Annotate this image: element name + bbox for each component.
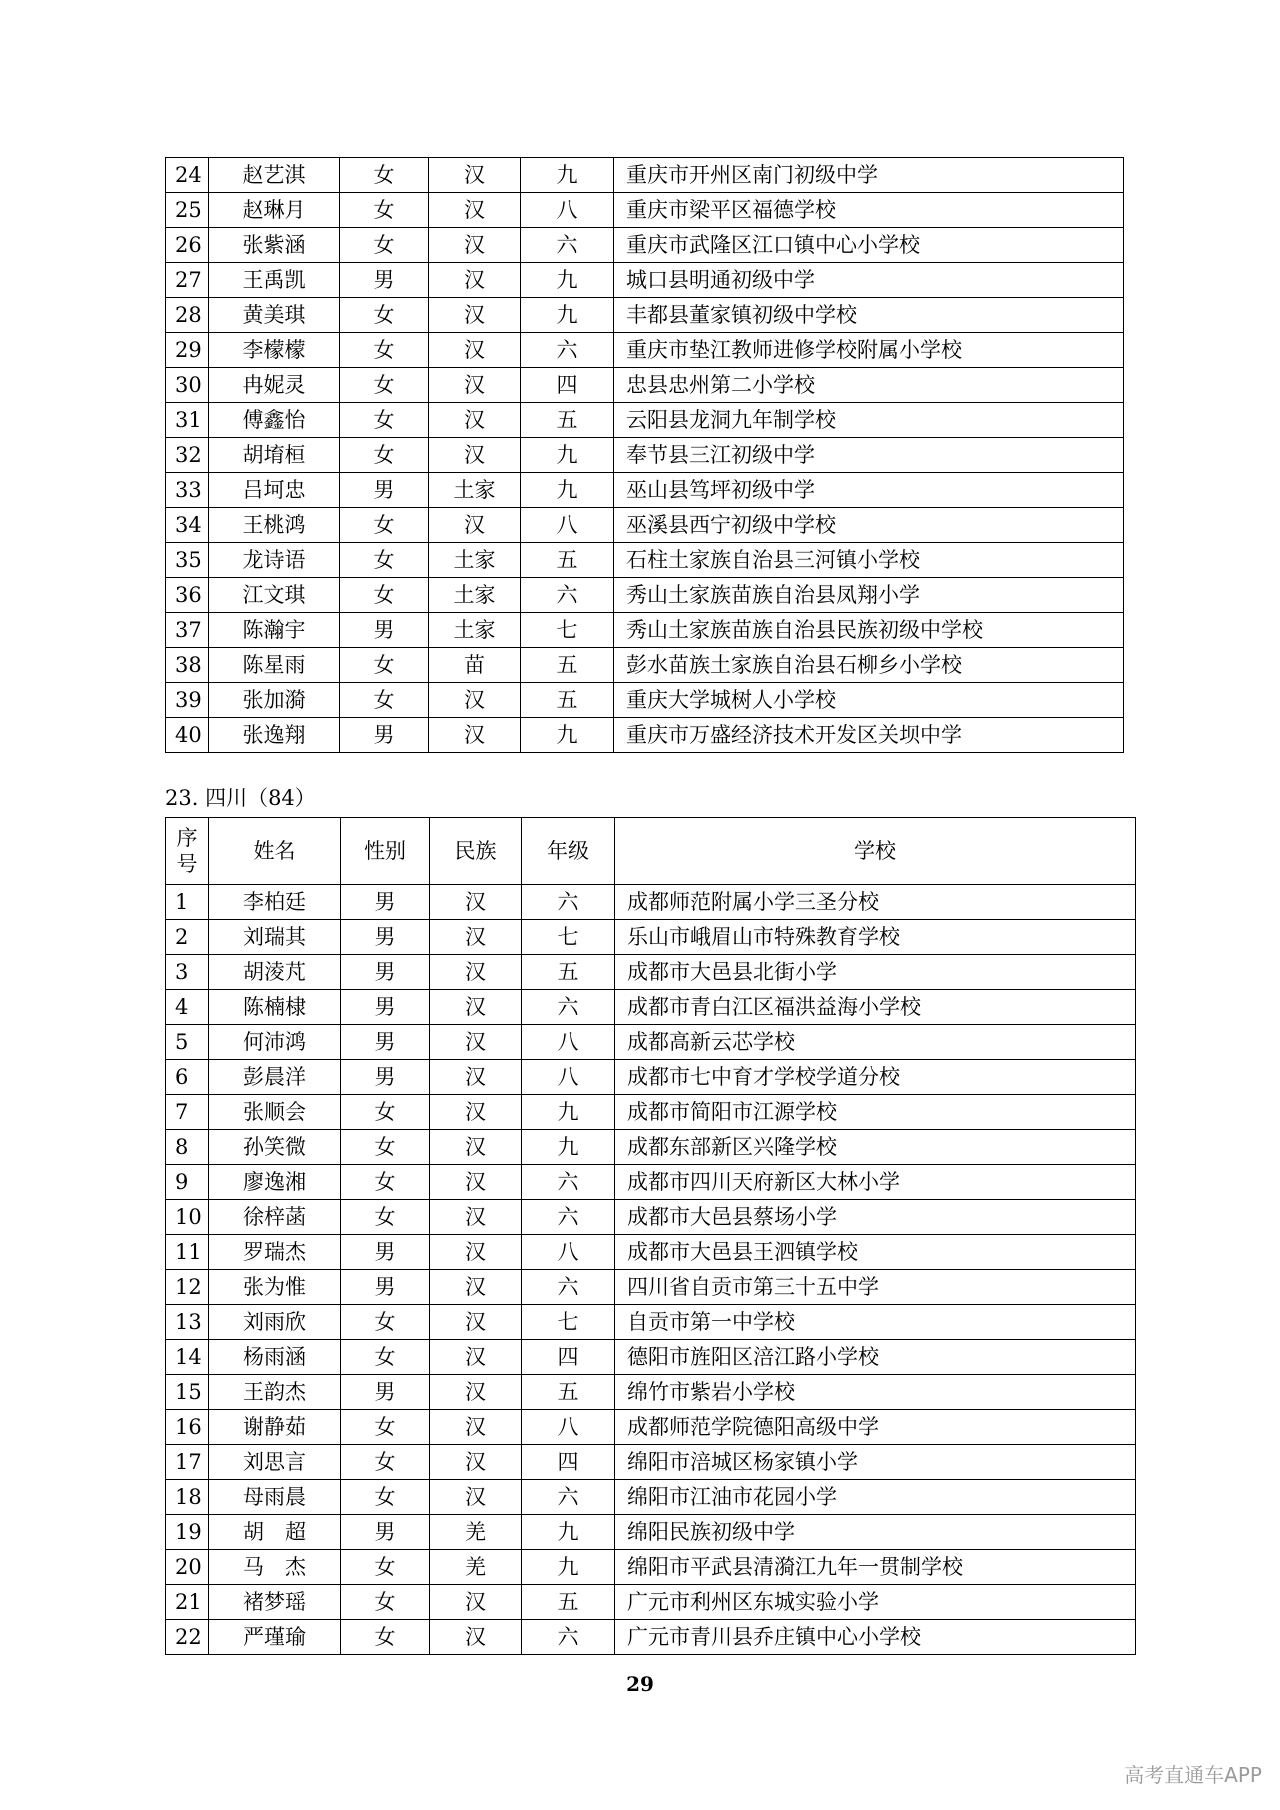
table-row bbox=[166, 158, 1124, 193]
cell-name: 张紫涵 bbox=[209, 228, 340, 263]
table-row bbox=[166, 990, 1136, 1025]
cell-name: 刘思言 bbox=[209, 1445, 341, 1480]
cell-grade: 五 bbox=[522, 1375, 615, 1410]
cell-gender: 女 bbox=[341, 1130, 430, 1165]
cell-ethnicity: 汉 bbox=[429, 333, 521, 368]
cell-no: 6 bbox=[166, 1060, 209, 1095]
cell-name: 徐梓菡 bbox=[209, 1200, 341, 1235]
cell-no: 33 bbox=[166, 473, 209, 508]
cell-no: 29 bbox=[166, 333, 209, 368]
cell-ethnicity: 汉 bbox=[429, 193, 521, 228]
table-row bbox=[166, 228, 1124, 263]
cell-gender: 女 bbox=[341, 1480, 430, 1515]
cell-grade: 九 bbox=[521, 718, 614, 753]
header-ethnicity: 民族 bbox=[430, 818, 522, 885]
table-row bbox=[166, 920, 1136, 955]
cell-gender: 女 bbox=[340, 298, 429, 333]
cell-name: 王韵杰 bbox=[209, 1375, 341, 1410]
cell-no: 19 bbox=[166, 1515, 209, 1550]
table-row bbox=[166, 1130, 1136, 1165]
cell-name: 龙诗语 bbox=[209, 543, 340, 578]
cell-name: 赵艺淇 bbox=[209, 158, 340, 193]
cell-ethnicity: 汉 bbox=[430, 1445, 522, 1480]
cell-gender: 男 bbox=[341, 1270, 430, 1305]
cell-no: 34 bbox=[166, 508, 209, 543]
section-title: 23. 四川（84） bbox=[165, 786, 316, 810]
cell-ethnicity: 汉 bbox=[429, 298, 521, 333]
cell-ethnicity: 汉 bbox=[429, 438, 521, 473]
cell-ethnicity: 土家 bbox=[429, 473, 521, 508]
student-table-continued bbox=[165, 157, 1124, 753]
cell-grade: 五 bbox=[521, 683, 614, 718]
cell-ethnicity: 汉 bbox=[430, 1130, 522, 1165]
cell-grade: 五 bbox=[521, 648, 614, 683]
cell-grade: 六 bbox=[522, 990, 615, 1025]
cell-school: 绵阳市平武县清漪江九年一贯制学校 bbox=[615, 1550, 1136, 1585]
cell-name: 张顺会 bbox=[209, 1095, 341, 1130]
cell-school: 重庆市开州区南门初级中学 bbox=[614, 158, 1124, 193]
cell-gender: 女 bbox=[341, 1550, 430, 1585]
table-row bbox=[166, 1270, 1136, 1305]
cell-ethnicity: 羌 bbox=[430, 1515, 522, 1550]
cell-ethnicity: 汉 bbox=[430, 1165, 522, 1200]
cell-school: 彭水苗族土家族自治县石柳乡小学校 bbox=[614, 648, 1124, 683]
cell-grade: 六 bbox=[521, 333, 614, 368]
cell-gender: 男 bbox=[341, 885, 430, 920]
cell-no: 5 bbox=[166, 1025, 209, 1060]
cell-ethnicity: 汉 bbox=[430, 920, 522, 955]
cell-grade: 六 bbox=[522, 1165, 615, 1200]
cell-school: 四川省自贡市第三十五中学 bbox=[615, 1270, 1136, 1305]
cell-gender: 女 bbox=[341, 1340, 430, 1375]
cell-no: 38 bbox=[166, 648, 209, 683]
cell-ethnicity: 汉 bbox=[429, 683, 521, 718]
table-row bbox=[166, 955, 1136, 990]
cell-grade: 六 bbox=[522, 1620, 615, 1655]
cell-no: 37 bbox=[166, 613, 209, 648]
cell-gender: 女 bbox=[340, 683, 429, 718]
cell-school: 丰都县董家镇初级中学校 bbox=[614, 298, 1124, 333]
cell-school: 城口县明通初级中学 bbox=[614, 263, 1124, 298]
cell-no: 22 bbox=[166, 1620, 209, 1655]
table-row bbox=[166, 438, 1124, 473]
cell-grade: 九 bbox=[521, 158, 614, 193]
cell-school: 重庆市垫江教师进修学校附属小学校 bbox=[614, 333, 1124, 368]
table-row bbox=[166, 1410, 1136, 1445]
table-row bbox=[166, 193, 1124, 228]
cell-school: 绵阳民族初级中学 bbox=[615, 1515, 1136, 1550]
table-row bbox=[166, 1200, 1136, 1235]
cell-school: 成都市青白江区福洪益海小学校 bbox=[615, 990, 1136, 1025]
cell-no: 12 bbox=[166, 1270, 209, 1305]
cell-no: 10 bbox=[166, 1200, 209, 1235]
cell-name: 傅鑫怡 bbox=[209, 403, 340, 438]
cell-name: 褚梦瑶 bbox=[209, 1585, 341, 1620]
cell-grade: 四 bbox=[522, 1445, 615, 1480]
cell-gender: 女 bbox=[340, 648, 429, 683]
cell-ethnicity: 汉 bbox=[429, 228, 521, 263]
cell-gender: 女 bbox=[341, 1585, 430, 1620]
table-row bbox=[166, 648, 1124, 683]
table-row bbox=[166, 718, 1124, 753]
cell-grade: 五 bbox=[522, 1585, 615, 1620]
cell-name: 冉妮灵 bbox=[209, 368, 340, 403]
cell-school: 重庆大学城树人小学校 bbox=[614, 683, 1124, 718]
cell-school: 成都市七中育才学校学道分校 bbox=[615, 1060, 1136, 1095]
cell-ethnicity: 汉 bbox=[429, 718, 521, 753]
table-body bbox=[166, 885, 1136, 1655]
table-row bbox=[166, 1305, 1136, 1340]
cell-grade: 八 bbox=[522, 1025, 615, 1060]
cell-ethnicity: 汉 bbox=[430, 955, 522, 990]
cell-no: 2 bbox=[166, 920, 209, 955]
cell-grade: 九 bbox=[521, 438, 614, 473]
cell-ethnicity: 汉 bbox=[429, 508, 521, 543]
table-row bbox=[166, 1165, 1136, 1200]
table-row bbox=[166, 263, 1124, 298]
cell-no: 1 bbox=[166, 885, 209, 920]
table-row bbox=[166, 508, 1124, 543]
cell-school: 绵竹市紫岩小学校 bbox=[615, 1375, 1136, 1410]
cell-name: 陈楠棣 bbox=[209, 990, 341, 1025]
cell-school: 广元市青川县乔庄镇中心小学校 bbox=[615, 1620, 1136, 1655]
cell-grade: 四 bbox=[522, 1340, 615, 1375]
cell-grade: 四 bbox=[521, 368, 614, 403]
cell-no: 16 bbox=[166, 1410, 209, 1445]
cell-name: 王桃鸿 bbox=[209, 508, 340, 543]
cell-no: 13 bbox=[166, 1305, 209, 1340]
table-row bbox=[166, 1445, 1136, 1480]
table-row bbox=[166, 368, 1124, 403]
cell-ethnicity: 土家 bbox=[429, 543, 521, 578]
cell-school: 成都东部新区兴隆学校 bbox=[615, 1130, 1136, 1165]
cell-gender: 男 bbox=[341, 1025, 430, 1060]
cell-no: 30 bbox=[166, 368, 209, 403]
cell-gender: 男 bbox=[340, 473, 429, 508]
cell-no: 20 bbox=[166, 1550, 209, 1585]
cell-name: 刘雨欣 bbox=[209, 1305, 341, 1340]
cell-name: 张逸翔 bbox=[209, 718, 340, 753]
cell-gender: 女 bbox=[340, 228, 429, 263]
cell-no: 15 bbox=[166, 1375, 209, 1410]
table-row bbox=[166, 1585, 1136, 1620]
cell-ethnicity: 汉 bbox=[430, 885, 522, 920]
cell-name: 李檬檬 bbox=[209, 333, 340, 368]
cell-name: 陈星雨 bbox=[209, 648, 340, 683]
table-row bbox=[166, 613, 1124, 648]
cell-name: 罗瑞杰 bbox=[209, 1235, 341, 1270]
cell-ethnicity: 汉 bbox=[430, 1025, 522, 1060]
cell-ethnicity: 汉 bbox=[429, 263, 521, 298]
cell-gender: 男 bbox=[341, 920, 430, 955]
cell-name: 黄美琪 bbox=[209, 298, 340, 333]
cell-name: 胡堉桓 bbox=[209, 438, 340, 473]
cell-gender: 女 bbox=[341, 1305, 430, 1340]
cell-grade: 八 bbox=[522, 1060, 615, 1095]
cell-grade: 八 bbox=[521, 508, 614, 543]
cell-school: 成都市大邑县蔡场小学 bbox=[615, 1200, 1136, 1235]
cell-no: 17 bbox=[166, 1445, 209, 1480]
cell-school: 重庆市万盛经济技术开发区关坝中学 bbox=[614, 718, 1124, 753]
table-row bbox=[166, 473, 1124, 508]
cell-name: 江文琪 bbox=[209, 578, 340, 613]
cell-gender: 女 bbox=[340, 403, 429, 438]
cell-school: 秀山土家族苗族自治县民族初级中学校 bbox=[614, 613, 1124, 648]
cell-ethnicity: 汉 bbox=[429, 368, 521, 403]
cell-grade: 六 bbox=[522, 1480, 615, 1515]
cell-school: 巫溪县西宁初级中学校 bbox=[614, 508, 1124, 543]
cell-grade: 九 bbox=[521, 263, 614, 298]
cell-grade: 八 bbox=[522, 1235, 615, 1270]
cell-ethnicity: 汉 bbox=[430, 1585, 522, 1620]
cell-name: 何沛鸿 bbox=[209, 1025, 341, 1060]
cell-ethnicity: 汉 bbox=[430, 1375, 522, 1410]
cell-gender: 女 bbox=[341, 1620, 430, 1655]
cell-grade: 九 bbox=[522, 1095, 615, 1130]
header-name: 姓名 bbox=[209, 818, 341, 885]
cell-name: 胡 超 bbox=[209, 1515, 341, 1550]
table-row bbox=[166, 885, 1136, 920]
cell-school: 成都市大邑县王泗镇学校 bbox=[615, 1235, 1136, 1270]
cell-gender: 男 bbox=[341, 1235, 430, 1270]
cell-grade: 八 bbox=[522, 1410, 615, 1445]
watermark: 高考直通车APP bbox=[1124, 1763, 1262, 1787]
cell-grade: 七 bbox=[522, 920, 615, 955]
cell-school: 乐山市峨眉山市特殊教育学校 bbox=[615, 920, 1136, 955]
table-row bbox=[166, 1480, 1136, 1515]
cell-gender: 男 bbox=[340, 718, 429, 753]
header-school: 学校 bbox=[615, 818, 1136, 885]
cell-name: 马 杰 bbox=[209, 1550, 341, 1585]
cell-gender: 女 bbox=[340, 193, 429, 228]
cell-ethnicity: 汉 bbox=[430, 1060, 522, 1095]
cell-grade: 六 bbox=[521, 228, 614, 263]
cell-name: 严瑾瑜 bbox=[209, 1620, 341, 1655]
table-row bbox=[166, 1095, 1136, 1130]
cell-ethnicity: 土家 bbox=[429, 578, 521, 613]
cell-gender: 女 bbox=[341, 1165, 430, 1200]
cell-gender: 女 bbox=[340, 508, 429, 543]
cell-ethnicity: 汉 bbox=[429, 158, 521, 193]
cell-school: 成都市大邑县北街小学 bbox=[615, 955, 1136, 990]
table-row bbox=[166, 578, 1124, 613]
header-grade: 年级 bbox=[522, 818, 615, 885]
cell-school: 成都师范学院德阳高级中学 bbox=[615, 1410, 1136, 1445]
cell-school: 成都师范附属小学三圣分校 bbox=[615, 885, 1136, 920]
cell-school: 石柱土家族自治县三河镇小学校 bbox=[614, 543, 1124, 578]
cell-no: 36 bbox=[166, 578, 209, 613]
cell-no: 35 bbox=[166, 543, 209, 578]
cell-name: 胡淩芃 bbox=[209, 955, 341, 990]
cell-no: 8 bbox=[166, 1130, 209, 1165]
cell-name: 陈瀚宇 bbox=[209, 613, 340, 648]
table-row bbox=[166, 1235, 1136, 1270]
cell-school: 广元市利州区东城实验小学 bbox=[615, 1585, 1136, 1620]
table-row bbox=[166, 333, 1124, 368]
cell-school: 重庆市武隆区江口镇中心小学校 bbox=[614, 228, 1124, 263]
cell-name: 母雨晨 bbox=[209, 1480, 341, 1515]
cell-no: 25 bbox=[166, 193, 209, 228]
cell-gender: 男 bbox=[340, 263, 429, 298]
cell-gender: 女 bbox=[340, 333, 429, 368]
cell-grade: 八 bbox=[521, 193, 614, 228]
cell-ethnicity: 汉 bbox=[430, 1340, 522, 1375]
cell-gender: 女 bbox=[340, 543, 429, 578]
cell-name: 赵琳月 bbox=[209, 193, 340, 228]
cell-name: 张加漪 bbox=[209, 683, 340, 718]
cell-gender: 男 bbox=[340, 613, 429, 648]
cell-ethnicity: 羌 bbox=[430, 1550, 522, 1585]
cell-no: 4 bbox=[166, 990, 209, 1025]
cell-no: 18 bbox=[166, 1480, 209, 1515]
cell-name: 彭晨洋 bbox=[209, 1060, 341, 1095]
cell-grade: 七 bbox=[522, 1305, 615, 1340]
cell-no: 21 bbox=[166, 1585, 209, 1620]
cell-school: 德阳市旌阳区涪江路小学校 bbox=[615, 1340, 1136, 1375]
student-table-sichuan bbox=[165, 817, 1136, 1655]
cell-name: 李柏廷 bbox=[209, 885, 341, 920]
cell-school: 成都市四川天府新区大林小学 bbox=[615, 1165, 1136, 1200]
cell-grade: 六 bbox=[522, 1270, 615, 1305]
table-row bbox=[166, 1550, 1136, 1585]
table-row bbox=[166, 403, 1124, 438]
cell-grade: 九 bbox=[522, 1130, 615, 1165]
cell-gender: 男 bbox=[341, 1515, 430, 1550]
table-body bbox=[166, 158, 1124, 753]
table-row bbox=[166, 1375, 1136, 1410]
table-row bbox=[166, 1515, 1136, 1550]
cell-school: 自贡市第一中学校 bbox=[615, 1305, 1136, 1340]
cell-ethnicity: 汉 bbox=[430, 1200, 522, 1235]
table-header bbox=[166, 818, 1136, 885]
cell-grade: 五 bbox=[521, 403, 614, 438]
cell-gender: 男 bbox=[341, 1375, 430, 1410]
header-no-label: 序 号 bbox=[176, 825, 198, 876]
cell-grade: 五 bbox=[522, 955, 615, 990]
cell-name: 吕坷忠 bbox=[209, 473, 340, 508]
table-row bbox=[166, 1025, 1136, 1060]
cell-school: 成都高新云芯学校 bbox=[615, 1025, 1136, 1060]
cell-no: 14 bbox=[166, 1340, 209, 1375]
cell-grade: 六 bbox=[522, 1200, 615, 1235]
cell-no: 28 bbox=[166, 298, 209, 333]
cell-name: 廖逸湘 bbox=[209, 1165, 341, 1200]
page-number: 29 bbox=[626, 1672, 654, 1696]
cell-name: 张为惟 bbox=[209, 1270, 341, 1305]
cell-ethnicity: 汉 bbox=[429, 403, 521, 438]
cell-gender: 女 bbox=[341, 1200, 430, 1235]
cell-gender: 男 bbox=[341, 955, 430, 990]
cell-school: 忠县忠州第二小学校 bbox=[614, 368, 1124, 403]
cell-ethnicity: 汉 bbox=[430, 1305, 522, 1340]
header-row bbox=[166, 818, 1136, 885]
cell-no: 32 bbox=[166, 438, 209, 473]
table-row bbox=[166, 543, 1124, 578]
cell-ethnicity: 汉 bbox=[430, 1480, 522, 1515]
cell-grade: 七 bbox=[521, 613, 614, 648]
cell-no: 3 bbox=[166, 955, 209, 990]
cell-school: 奉节县三江初级中学 bbox=[614, 438, 1124, 473]
cell-ethnicity: 汉 bbox=[430, 1620, 522, 1655]
header-no bbox=[166, 818, 209, 885]
cell-no: 40 bbox=[166, 718, 209, 753]
cell-grade: 五 bbox=[521, 543, 614, 578]
cell-school: 成都市简阳市江源学校 bbox=[615, 1095, 1136, 1130]
cell-gender: 女 bbox=[341, 1445, 430, 1480]
cell-school: 云阳县龙洞九年制学校 bbox=[614, 403, 1124, 438]
cell-gender: 男 bbox=[341, 1060, 430, 1095]
cell-no: 11 bbox=[166, 1235, 209, 1270]
table-row bbox=[166, 1340, 1136, 1375]
cell-name: 刘瑞其 bbox=[209, 920, 341, 955]
table-row bbox=[166, 298, 1124, 333]
cell-gender: 女 bbox=[341, 1095, 430, 1130]
cell-ethnicity: 土家 bbox=[429, 613, 521, 648]
cell-school: 绵阳市江油市花园小学 bbox=[615, 1480, 1136, 1515]
cell-school: 重庆市梁平区福德学校 bbox=[614, 193, 1124, 228]
cell-name: 谢静茹 bbox=[209, 1410, 341, 1445]
cell-grade: 九 bbox=[522, 1515, 615, 1550]
cell-no: 7 bbox=[166, 1095, 209, 1130]
cell-gender: 女 bbox=[340, 158, 429, 193]
cell-grade: 六 bbox=[521, 578, 614, 613]
cell-ethnicity: 汉 bbox=[430, 1235, 522, 1270]
cell-ethnicity: 汉 bbox=[430, 1270, 522, 1305]
table-row bbox=[166, 683, 1124, 718]
cell-grade: 九 bbox=[522, 1550, 615, 1585]
header-gender: 性别 bbox=[341, 818, 430, 885]
cell-no: 24 bbox=[166, 158, 209, 193]
cell-ethnicity: 汉 bbox=[430, 990, 522, 1025]
cell-ethnicity: 汉 bbox=[430, 1410, 522, 1445]
cell-grade: 九 bbox=[521, 473, 614, 508]
cell-ethnicity: 汉 bbox=[430, 1095, 522, 1130]
cell-gender: 女 bbox=[340, 368, 429, 403]
cell-school: 巫山县笃坪初级中学 bbox=[614, 473, 1124, 508]
cell-school: 秀山土家族苗族自治县凤翔小学 bbox=[614, 578, 1124, 613]
cell-gender: 男 bbox=[341, 990, 430, 1025]
cell-ethnicity: 苗 bbox=[429, 648, 521, 683]
cell-gender: 女 bbox=[340, 438, 429, 473]
cell-name: 孙笑微 bbox=[209, 1130, 341, 1165]
cell-name: 王禹凯 bbox=[209, 263, 340, 298]
cell-school: 绵阳市涪城区杨家镇小学 bbox=[615, 1445, 1136, 1480]
cell-no: 9 bbox=[166, 1165, 209, 1200]
cell-gender: 女 bbox=[341, 1410, 430, 1445]
cell-name: 杨雨涵 bbox=[209, 1340, 341, 1375]
cell-no: 39 bbox=[166, 683, 209, 718]
cell-no: 26 bbox=[166, 228, 209, 263]
cell-no: 27 bbox=[166, 263, 209, 298]
cell-gender: 女 bbox=[340, 578, 429, 613]
cell-grade: 九 bbox=[521, 298, 614, 333]
table-row bbox=[166, 1060, 1136, 1095]
table-row bbox=[166, 1620, 1136, 1655]
cell-grade: 六 bbox=[522, 885, 615, 920]
cell-no: 31 bbox=[166, 403, 209, 438]
